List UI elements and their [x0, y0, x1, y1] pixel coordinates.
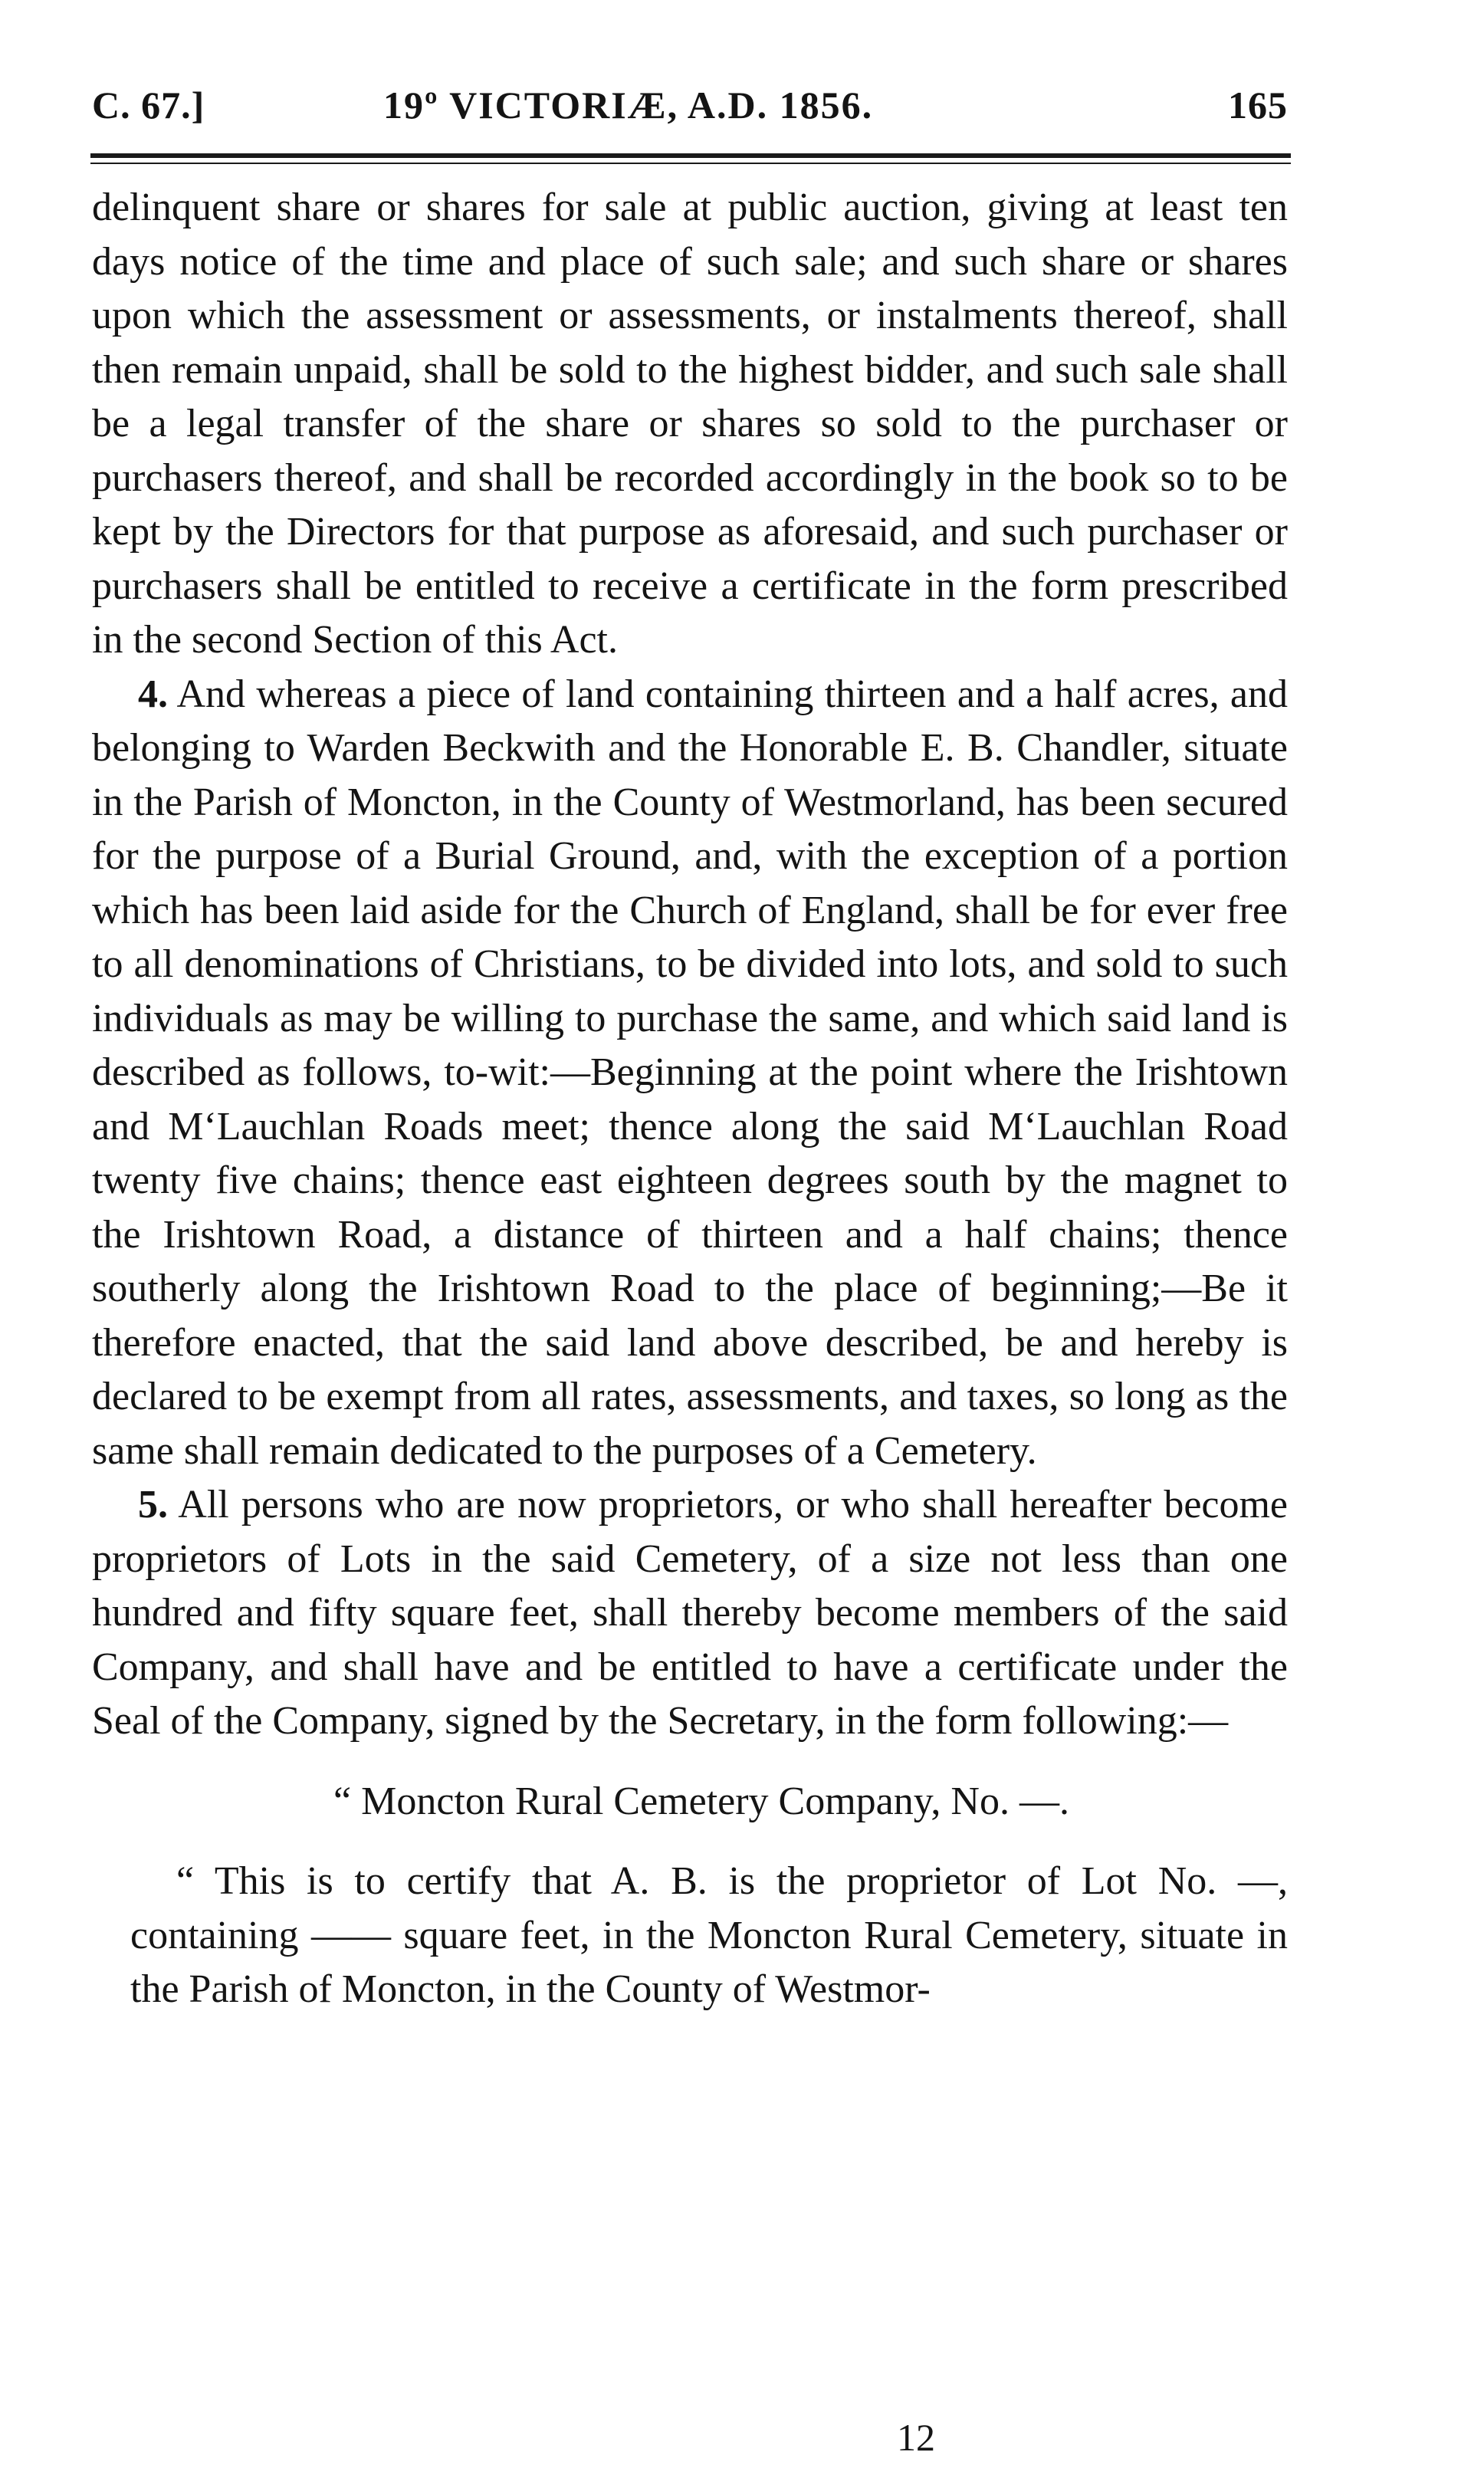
signature-mark: 12 [897, 2416, 935, 2459]
header-rule-thin [90, 163, 1291, 164]
continuation-paragraph: delinquent share or shares for sale at public auction, giving at least ten days notice of the time and place of such sale; and such share or shares upon which the assessment or assessments, or instalments thereof, shall then remain unpaid, shall be sold to the highest bidder, and such sale shall be a legal transfer of the share or shares so sold to the purchaser or purchasers thereof, and shall be recorded accordingly in the book so to be kept by the Directors for that purpose as aforesaid, and such purchaser or purchasers shall be entitled to receive a certificate in the form prescribed in the second Section of this Act. [92, 186, 1288, 662]
certificate-title: “ Moncton Rural Cemetery Company, No. —. [333, 1779, 1069, 1823]
section-5-paragraph [92, 1478, 1288, 1749]
certificate-text: “ This is to certify that A. B. is the proprietor of Lot No. —, containing —— square feet, in the Moncton Rural Cemetery, situate in the Parish of Moncton, in the County of Westmor- [130, 1859, 1288, 2011]
regnal-year: 19º VICTORIÆ, A.D. 1856. [383, 84, 874, 127]
page-number: 165 [1228, 84, 1288, 127]
header-rule-thick [90, 153, 1291, 158]
running-head [92, 83, 1288, 144]
section-5-text: All persons who are now proprietors, or who shall hereafter become proprietors of Lots in the said Cemetery, of a size not less than one hundred and fifty square feet, shall thereby become members of the said Company, and shall have and be entitled to have a certificate under the Seal of the Company, signed by the Secretary, in the form following:— [92, 1483, 1289, 1743]
chapter-reference: C. 67.] [92, 84, 205, 127]
section-5-number: 5. [138, 1483, 168, 1526]
section-4-number: 4. [138, 672, 168, 716]
section-4-paragraph [92, 668, 1288, 1479]
body-text [92, 181, 1288, 2017]
section-4-text: And whereas a piece of land containing thirteen and a half acres, and belonging to Warden Beckwith and the Honorable E. B. Chandler, situate in the Parish of Moncton, in the County of Westmorland, has been secured for the purpose of a Burial Ground, and, with the exception of a portion which has been laid aside for the Church of England, shall be for ever free to all denominations of Christians, to be divided into lots, and sold to such individuals as may be willing to purchase the same, and which said land is described as follows, to-wit:—Beginning at the point where the Irishtown and M‘Lauchlan Roads meet; thence along the said M‘Lauchlan Road twenty five chains; thence east eighteen degrees south by the magnet to the Irishtown Road, a distance of thirteen and a half chains; thence southerly along the Irishtown Road to the place of beginning;—Be it therefore enacted, that the said land above described, be and hereby is declared to be exempt from all rates, assessments, and taxes, so long as the same shall remain dedicated to the purposes of a Cemetery. [92, 672, 1288, 1473]
